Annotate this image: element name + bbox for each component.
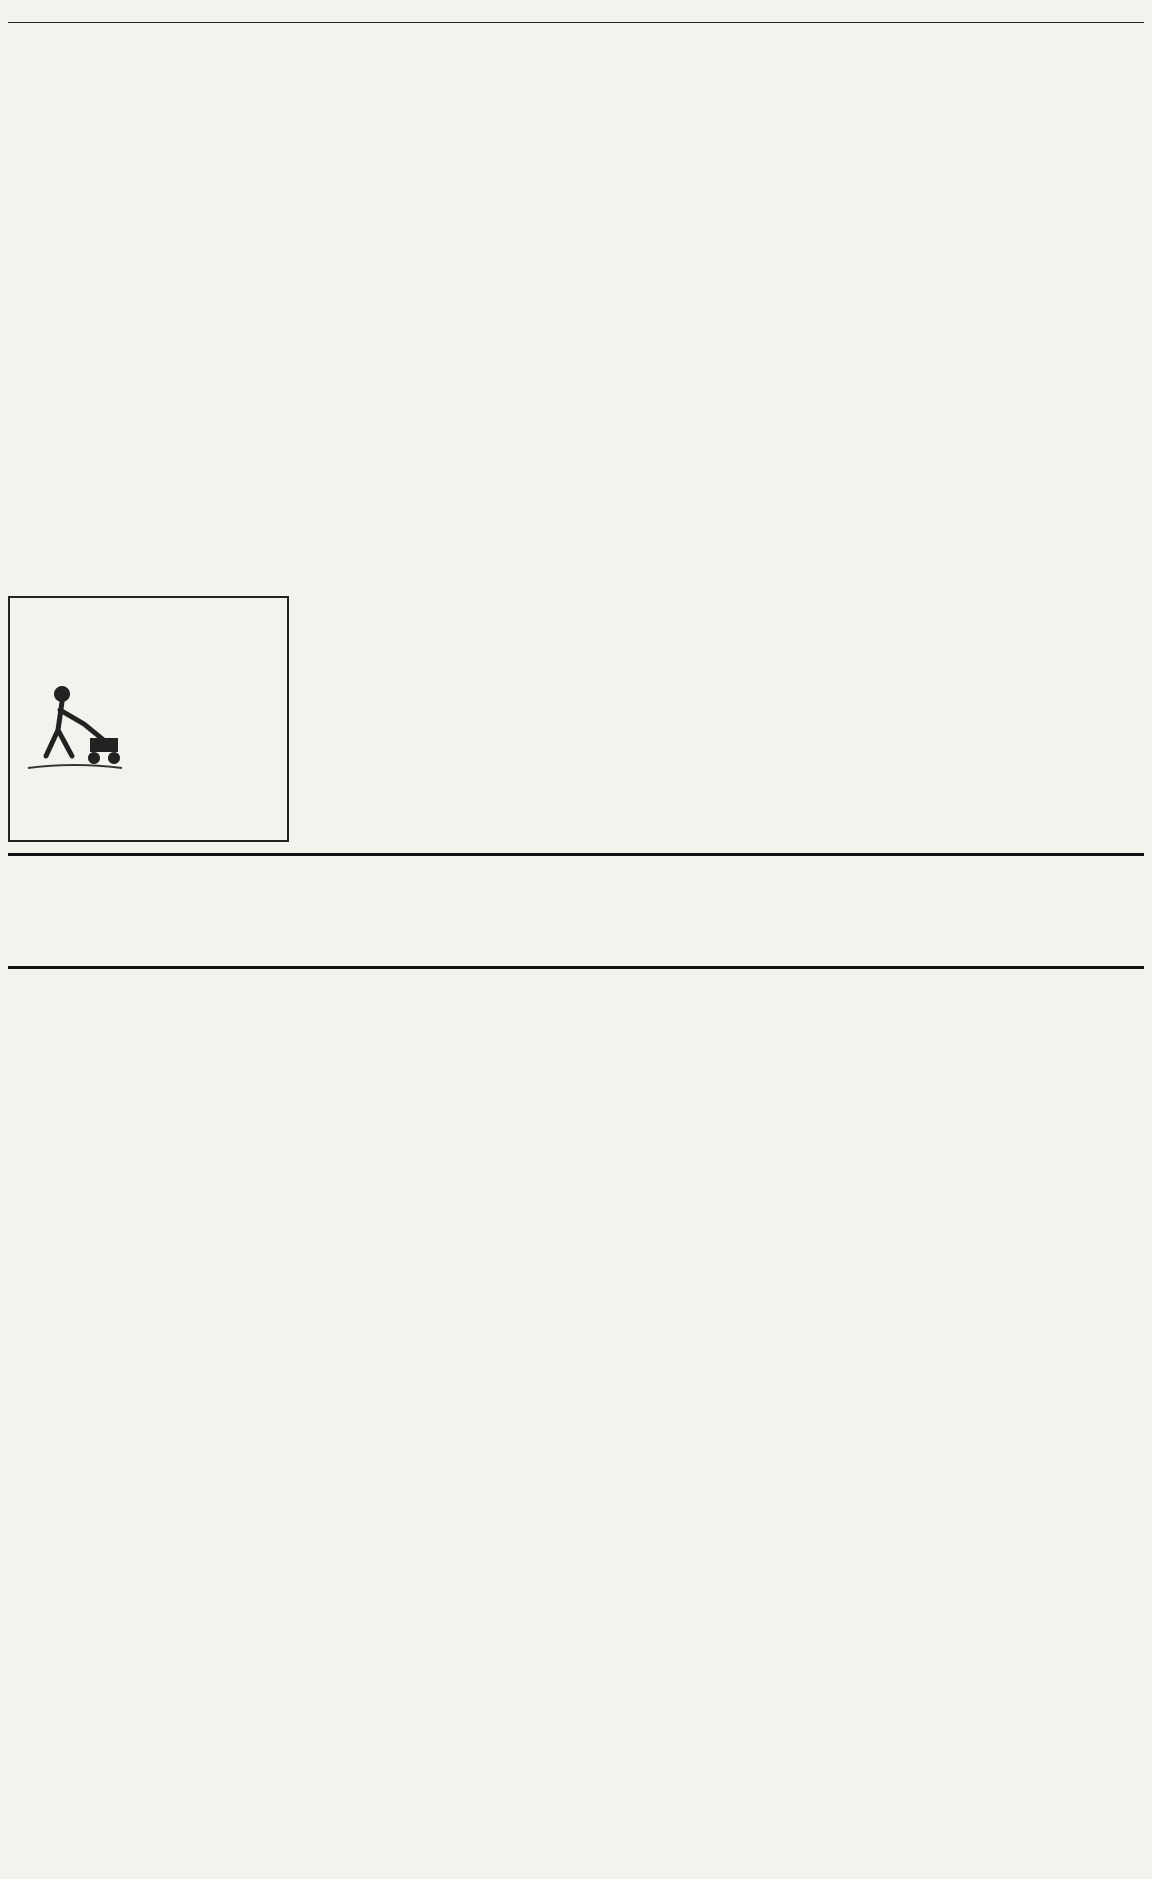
lawn-mower-illustration — [24, 676, 124, 776]
directory-bottom — [8, 976, 1144, 1872]
running-head — [8, 4, 1144, 23]
blue-grass-farms-ad — [8, 596, 289, 842]
home-service-guide-banner — [8, 853, 1144, 969]
